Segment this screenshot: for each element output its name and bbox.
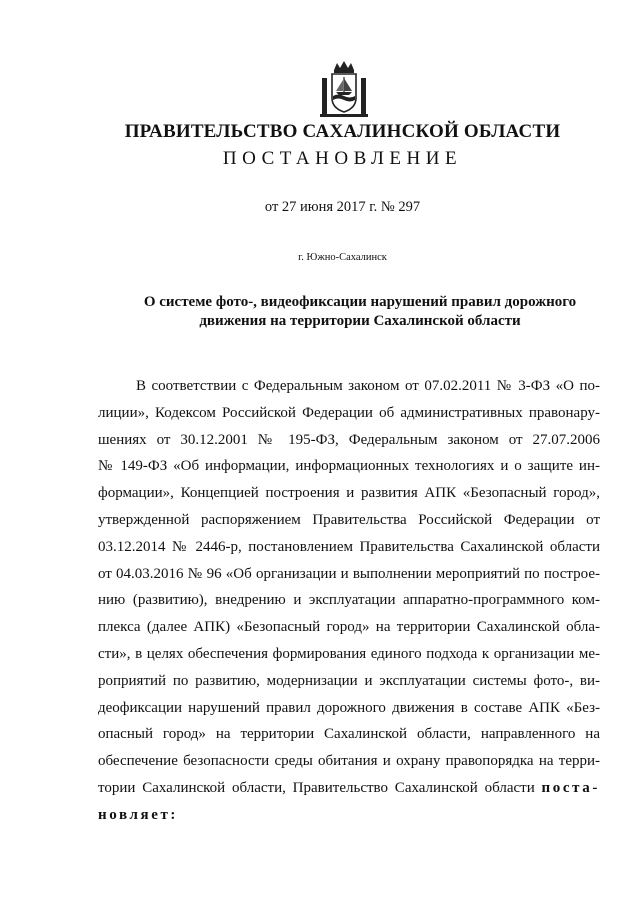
body-line: № 149-ФЗ «Об информации, информационных технологиях и о защите ин-: [98, 458, 600, 475]
body-line: шениях от 30.12.2001 № 195-ФЗ, Федеральным законом от 27.07.2006: [98, 431, 600, 448]
body-line-text: тории Сахалинской области, Правительство Сахалинской области: [98, 779, 535, 796]
body-line: утвержденной распоряжением Правительства Российской Федерации от: [98, 511, 600, 528]
body-line: деофиксации нарушений правил дорожного движения в составе АПК «Без-: [98, 699, 600, 716]
document-date-number: от 27 июня 2017 г. № 297: [264, 199, 421, 215]
document-body: [98, 373, 600, 829]
body-line: роприятий по развитию, модернизации и эксплуатации системы фото-, ви-: [98, 672, 600, 689]
body-line: В соответствии с Федеральным законом от 07.02.2011 № 3-ФЗ «О по-: [136, 378, 600, 394]
body-line: формации», Концепцией построения и развития АПК «Безопасный город»,: [98, 485, 600, 502]
subject-line-1: О системе фото-, видеофиксации нарушений правил дорожного: [143, 294, 577, 310]
resolve-word-part-2: новляет:: [98, 806, 179, 823]
document-subject: [120, 293, 600, 331]
body-line: 03.12.2014 № 2446-р, постановлением Правительства Сахалинской области: [98, 538, 600, 555]
body-line-with-resolve: [98, 775, 600, 802]
body-line: обеспечение безопасности среды обитания и охрану правопорядка на терри-: [98, 753, 600, 770]
body-line: сти», в целях обеспечения формирования единого подхода к организации ме-: [98, 645, 600, 662]
document-city: г. Южно-Сахалинск: [298, 252, 387, 263]
body-line: плекса (далее АПК) «Безопасный город» на территории Сахалинской обла-: [98, 619, 600, 636]
body-line: нию (развитию), внедрению и эксплуатации аппаратно-программного ком-: [98, 592, 600, 609]
sakhalin-coat-of-arms-icon: [320, 60, 368, 120]
document-type: ПОСТАНОВЛЕНИЕ: [222, 148, 463, 169]
government-title: ПРАВИТЕЛЬСТВО САХАЛИНСКОЙ ОБЛАСТИ: [124, 121, 561, 142]
body-line: опасный город» на территории Сахалинской области, направленного на: [98, 726, 600, 743]
resolve-word-part-1: поста-: [541, 779, 600, 796]
body-line: от 04.03.2016 № 96 «Об организации и выполнении мероприятий по построе-: [98, 565, 600, 582]
body-line: лиции», Кодексом Российской Федерации об административных правонару-: [98, 404, 600, 421]
subject-line-2: движения на территории Сахалинской области: [199, 313, 521, 329]
resolve-line: [98, 802, 600, 829]
